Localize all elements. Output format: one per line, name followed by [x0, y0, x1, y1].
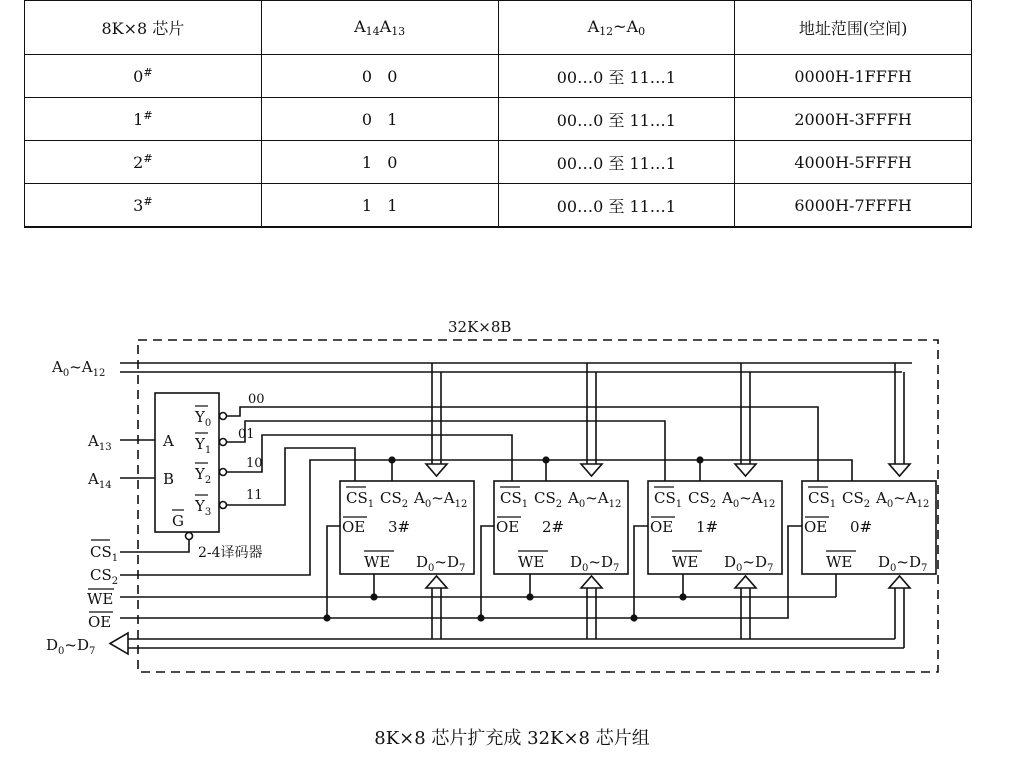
chip-pin-we: WE — [364, 553, 391, 571]
cell-chip: 2# — [25, 141, 262, 184]
chip-pin-addr: $A_0\sim A_{12}$ — [722, 489, 776, 510]
chip-pin-cs2: $CS_2$ — [534, 489, 563, 510]
cell-a120: 00…0 至 11…1 — [498, 141, 735, 184]
label-oe: OE — [88, 613, 112, 631]
chip-pin-data: $D_0\sim D_7$ — [416, 553, 466, 574]
chip-pin-oe: OE — [496, 518, 520, 536]
chip-id: 3# — [388, 518, 411, 536]
cell-a1413: 1 1 — [261, 184, 498, 228]
chip-pin-cs2: $CS_2$ — [688, 489, 717, 510]
chip-pin-oe: OE — [804, 518, 828, 536]
chip-id: 1# — [696, 518, 719, 536]
chip-pin-cs1: $CS_1$ — [500, 489, 529, 510]
label-data-bus: $D_0\sim D_7$ — [46, 636, 96, 657]
chip-pin-cs2: $CS_2$ — [380, 489, 409, 510]
figure-caption: 8K×8 芯片扩充成 32K×8 芯片组 — [374, 728, 650, 749]
svg-text:Y3: $Y_3$ — [195, 497, 212, 518]
chip-pin-we: WE — [518, 553, 545, 571]
cell-chip: 0# — [25, 55, 262, 98]
decoder-pin-b: B — [163, 470, 175, 488]
chip-id: 2# — [542, 518, 565, 536]
cell-chip: 3# — [25, 184, 262, 228]
chip-pin-data: $D_0\sim D_7$ — [570, 553, 620, 574]
chip-id: 0# — [850, 518, 873, 536]
y2-select-line — [227, 435, 512, 481]
cell-chip: 1# — [25, 98, 262, 141]
chip-pin-we: WE — [826, 553, 853, 571]
address-bus — [120, 363, 912, 372]
chip-pin-cs2: $CS_2$ — [842, 489, 871, 510]
header-range: 地址范围(空间) — [735, 1, 972, 55]
header-a12-a0: $A_{12}\sim A_0$ — [498, 1, 735, 55]
chip-pin-cs1: $CS_1$ — [346, 489, 375, 510]
cell-range: 2000H-3FFFH — [735, 98, 972, 141]
cell-range: 6000H-7FFFH — [735, 184, 972, 228]
chip-pin-oe: OE — [650, 518, 674, 536]
chip-pin-addr: $A_0\sim A_{12}$ — [876, 489, 930, 510]
cell-range: 0000H-1FFFH — [735, 55, 972, 98]
label-we: WE — [87, 590, 114, 608]
svg-text:Y0: $Y_0$ — [195, 408, 212, 429]
svg-text:Y2: $Y_2$ — [195, 465, 212, 486]
label-a14: $A_{14}$ — [88, 470, 112, 491]
cell-a1413: 0 0 — [261, 55, 498, 98]
y0-select-line — [227, 407, 818, 481]
code-11: 11 — [246, 488, 263, 503]
address-bus-taps — [426, 363, 910, 476]
label-addr-bus: $A_0\sim A_{12}$ — [52, 358, 106, 379]
cell-a1413: 0 1 — [261, 98, 498, 141]
chip-labels — [342, 487, 929, 574]
chip-pin-data: $D_0\sim D_7$ — [724, 553, 774, 574]
decoder-label: 2-4译码器 — [198, 545, 263, 561]
decoder-pin-a: A — [163, 432, 174, 450]
label-a13: $A_{13}$ — [88, 432, 112, 453]
cell-a120: 00…0 至 11…1 — [498, 55, 735, 98]
y1-select-line — [227, 421, 665, 481]
code-01: 01 — [238, 427, 255, 442]
code-00: 00 — [248, 392, 265, 407]
chip-pin-cs1: $CS_1$ — [654, 489, 683, 510]
chip-pin-we: WE — [672, 553, 699, 571]
chip-pin-data: $D_0\sim D_7$ — [878, 553, 928, 574]
chip-pin-oe: OE — [342, 518, 366, 536]
label-cs2: $CS_2$ — [90, 566, 119, 587]
cell-a120: 00…0 至 11…1 — [498, 98, 735, 141]
group-label: 32K×8B — [448, 318, 512, 336]
cell-range: 4000H-5FFFH — [735, 141, 972, 184]
chip-pin-addr: $A_0\sim A_{12}$ — [568, 489, 622, 510]
svg-text:Y1: $Y_1$ — [195, 435, 212, 456]
label-cs1: $CS_1$ — [90, 543, 119, 564]
header-a14a13: $A_{14}A_{13}$ — [261, 1, 498, 55]
cell-a1413: 1 0 — [261, 141, 498, 184]
chip-pin-addr: $A_0\sim A_{12}$ — [414, 489, 468, 510]
header-chip: 8K×8 芯片 — [25, 1, 262, 55]
decoder-pin-g: G — [172, 512, 184, 530]
code-10: 10 — [246, 456, 263, 471]
chip-pin-cs1: $CS_1$ — [808, 489, 837, 510]
we-line — [120, 574, 836, 597]
data-bus — [128, 639, 904, 648]
cell-a120: 00…0 至 11…1 — [498, 184, 735, 228]
